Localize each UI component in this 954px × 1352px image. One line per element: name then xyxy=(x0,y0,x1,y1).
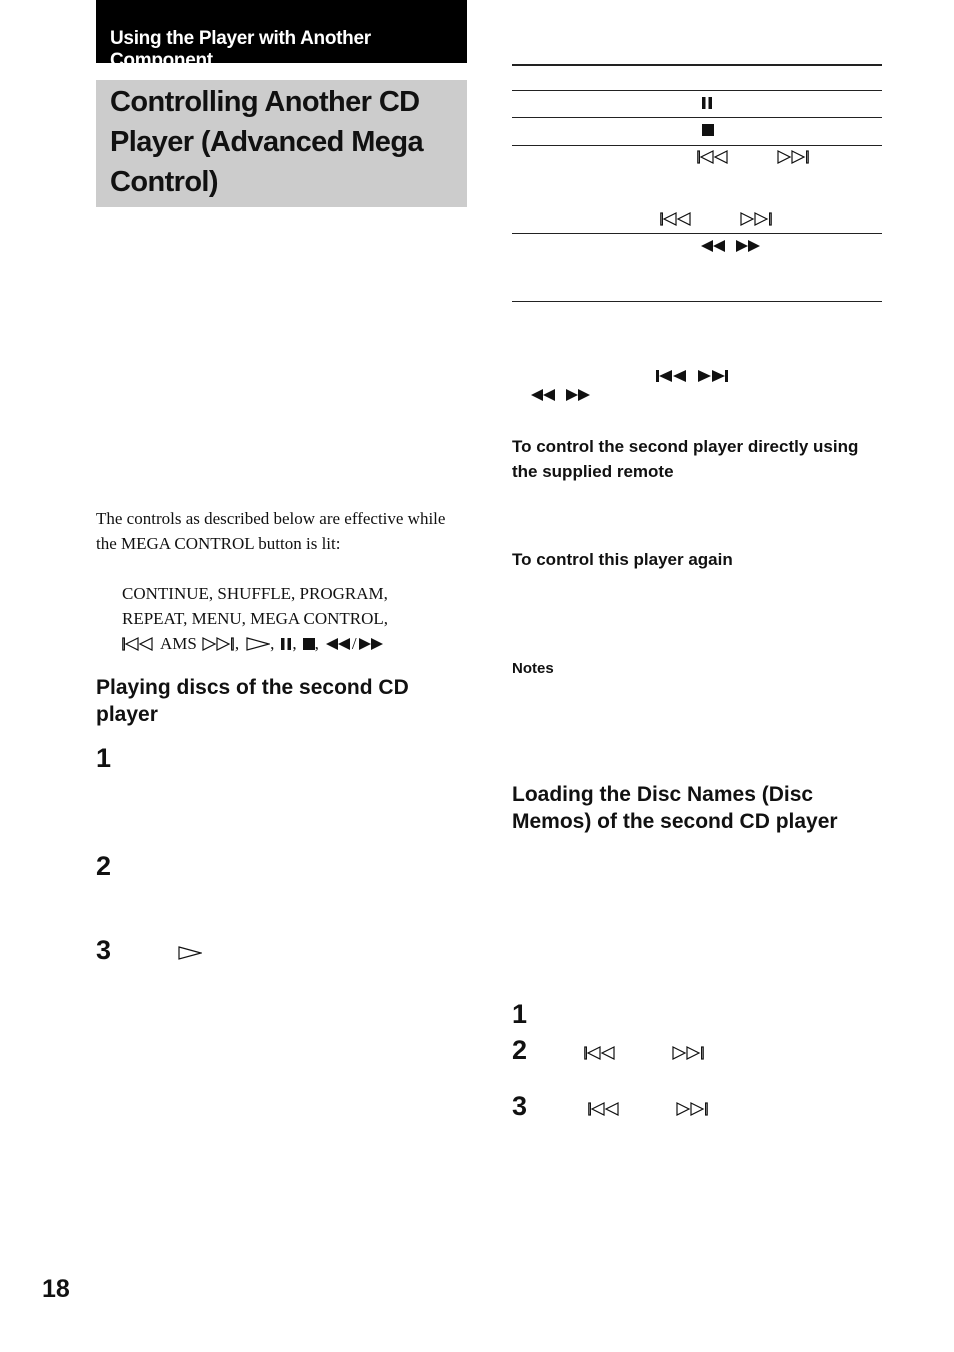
ams-prev-icon xyxy=(122,637,156,651)
fast-forward-icon xyxy=(358,638,384,650)
ams-next-icon xyxy=(671,1046,705,1060)
loading-heading: Loading the Disc Names (Disc Memos) of the second CD player xyxy=(512,783,838,833)
step-number: 2 xyxy=(512,1035,528,1065)
rewind-icon xyxy=(530,389,556,401)
skip-prev-icon xyxy=(656,370,688,382)
separator-comma: , xyxy=(292,634,297,653)
step-number: 2 xyxy=(96,851,112,881)
ams-next-icon xyxy=(675,1102,709,1116)
ams-prev-icon xyxy=(584,1046,618,1060)
controls-line-1: CONTINUE, SHUFFLE, PROGRAM, xyxy=(122,584,388,603)
rewind-icon xyxy=(700,240,726,252)
playing-heading: Playing discs of the second CD player xyxy=(96,676,409,726)
separator-slash: / xyxy=(351,634,357,653)
fast-forward-icon xyxy=(565,389,591,401)
section-header-title: Using the Player with Another Component xyxy=(110,28,371,71)
pause-icon xyxy=(701,97,713,109)
control-again-heading: To control this player again xyxy=(512,550,733,569)
notes-label: Notes xyxy=(512,660,554,677)
intro-text: The controls as described below are effective while the MEGA CONTROL button is lit: xyxy=(96,509,446,553)
step-number: 3 xyxy=(96,935,112,965)
controls-line-2: REPEAT, MENU, MEGA CONTROL, xyxy=(122,609,389,628)
table-rule xyxy=(512,90,882,91)
stop-icon xyxy=(702,124,714,136)
table-rule xyxy=(512,233,882,234)
play-icon xyxy=(178,946,202,960)
separator-comma: , xyxy=(314,634,319,653)
play-icon xyxy=(246,637,270,651)
controls-line-3 xyxy=(122,631,468,656)
page-number: 18 xyxy=(42,1275,70,1303)
page-title: Controlling Another CD Player (Advanced Mega Control) xyxy=(110,86,423,198)
direct-control-heading: To control the second player directly using the supplied remote xyxy=(512,437,859,481)
separator-comma: , xyxy=(270,634,275,653)
table-rule xyxy=(512,117,882,118)
ams-prev-icon xyxy=(660,212,694,226)
table-top-rule xyxy=(512,64,882,66)
fast-forward-icon xyxy=(735,240,761,252)
pause-icon xyxy=(280,638,292,650)
skip-next-icon xyxy=(696,370,728,382)
step-number: 3 xyxy=(512,1091,528,1121)
table-rule xyxy=(512,145,882,146)
step-number: 1 xyxy=(512,999,528,1029)
ams-next-icon xyxy=(739,212,773,226)
ams-prev-icon xyxy=(588,1102,622,1116)
ams-next-icon xyxy=(776,150,810,164)
step-number: 1 xyxy=(96,743,112,773)
controls-list xyxy=(122,581,468,656)
ams-next-icon xyxy=(201,637,235,651)
ams-prev-icon xyxy=(697,150,731,164)
separator-comma: , xyxy=(234,634,240,653)
ams-label: AMS xyxy=(160,634,197,653)
section-header xyxy=(96,0,467,71)
table-bottom-rule xyxy=(512,301,882,302)
page-title-box xyxy=(96,80,467,207)
stop-icon xyxy=(303,638,315,650)
rewind-icon xyxy=(325,638,351,650)
